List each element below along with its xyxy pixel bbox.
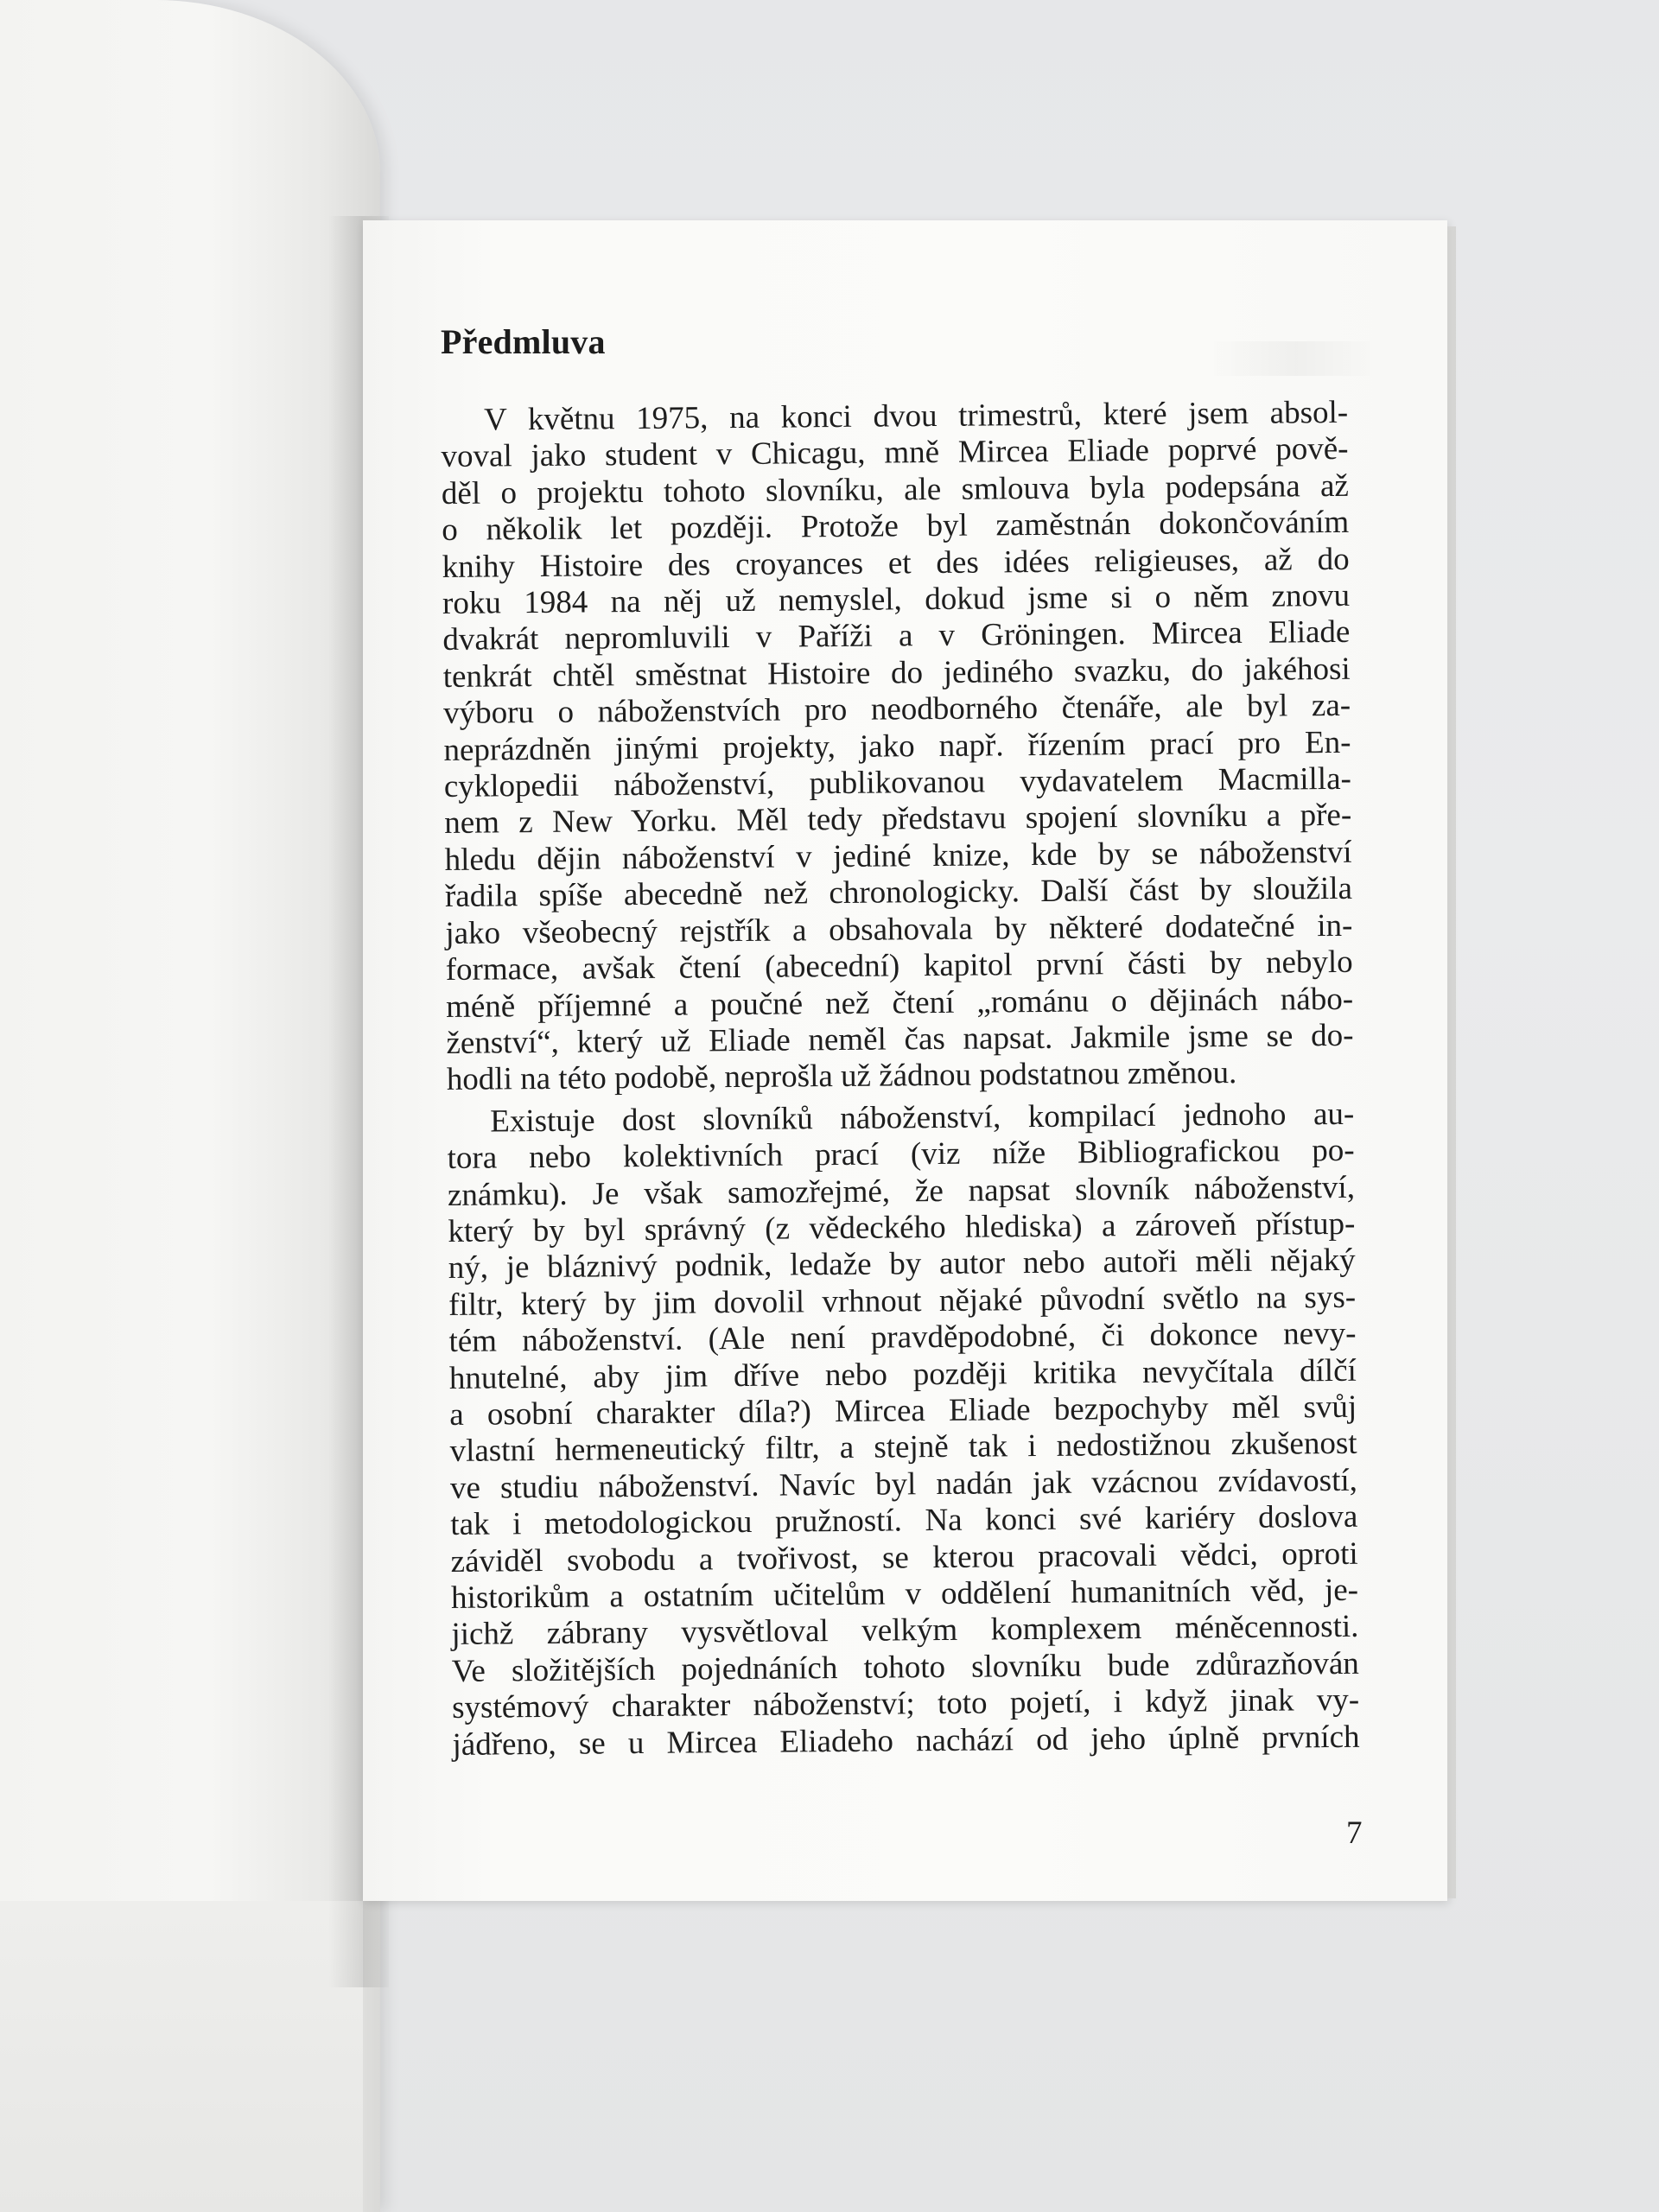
text-line: a osobní charakter díla?) Mircea Eliade bezpochyby měl svůj	[449, 1389, 1357, 1433]
text-line: který by byl správný (z vědeckého hlediska) a zároveň přístup-	[448, 1205, 1356, 1249]
text-line: voval jako student v Chicagu, mně Mircea Eliade poprvé pově-	[441, 431, 1349, 475]
text-line: dvakrát nepromluvili v Paříži a v Gröningen. Mircea Eliade	[442, 614, 1351, 658]
text-line: jako všeobecný rejstřík a obsahovala by některé dodatečné in-	[445, 907, 1353, 951]
text-line: méně příjemné a poučné než čtení „románu o dějinách nábo-	[445, 981, 1354, 1025]
text-line: ný, je bláznivý podnik, ledaže by autor nebo autoři měli nějaký	[448, 1243, 1356, 1287]
left-page-lower	[0, 1901, 363, 2212]
text-line: výboru o náboženstvích pro neodborného čtenáře, ale byl za-	[442, 688, 1351, 732]
page-number: 7	[1346, 1815, 1363, 1851]
text-line: knihy Histoire des croyances et des idées religieuses, až do	[442, 541, 1350, 585]
text-line: hodli na této podobě, neprošla už žádnou podstatnou změnou.	[446, 1055, 1237, 1098]
text-line: hnutelné, aby jim dříve nebo později kritika nevyčítala dílčí	[448, 1352, 1357, 1396]
text-line: formace, avšak čtení (abecední) kapitol první části by nebylo	[445, 944, 1353, 988]
text-line: V květnu 1975, na konci dvou trimestrů, které jsem absol-	[483, 394, 1349, 438]
text-line: jichž zábrany vysvětloval velkým komplexem méněcennosti.	[451, 1609, 1359, 1653]
text-line: tenkrát chtěl směstnat Histoire do jediného svazku, do jakéhosi	[442, 651, 1351, 695]
text-line: vlastní hermeneutický filtr, a stejně tak i nedostižnou zkušenost	[449, 1426, 1357, 1470]
text-line: ve studiu náboženství. Navíc byl nadán jak vzácnou zvídavostí,	[449, 1462, 1358, 1506]
body-text	[441, 395, 1360, 1764]
page-edge	[1447, 226, 1456, 1898]
text-line: řadila spíše abecedně než chronologicky. Další část by sloužila	[444, 871, 1353, 915]
text-line: nem z New Yorku. Měl tedy představu spojení slovníku a pře-	[444, 798, 1352, 842]
left-page	[0, 0, 380, 2212]
text-line: roku 1984 na něj už nemyslel, dokud jsme si o něm znovu	[442, 577, 1351, 622]
text-line: cyklopedii náboženství, publikovanou vydavatelem Macmilla-	[443, 760, 1352, 805]
text-line: neprázdněn jinými projekty, jako např. řízením prací pro En-	[443, 724, 1351, 768]
text-line: historikům a ostatním učitelům v oddělení humanitních věd, je-	[450, 1572, 1359, 1616]
text-line: tak i metodologickou pružností. Na konci své kariéry doslova	[450, 1498, 1358, 1543]
text-line: ženství“, který už Eliade neměl čas napsat. Jakmile jsme se do-	[446, 1017, 1354, 1061]
text-line: filtr, který by jim dovolil vrhnout nějaké původní světlo na sys-	[448, 1279, 1357, 1323]
text-line: Existuje dost slovníků náboženství, kompilací jednoho au-	[490, 1096, 1355, 1140]
text-line: tém náboženství. (Ale není pravděpodobné, či dokonce nevy-	[448, 1315, 1357, 1360]
text-line: Ve složitějších pojednáních tohoto slovníku bude zdůrazňován	[451, 1645, 1359, 1689]
show-through	[1210, 341, 1382, 376]
text-line: tora nebo kolektivních prací (viz níže Bibliografickou po-	[447, 1132, 1355, 1177]
text-line: hledu dějin náboženství v jediné knize, kde by se náboženství	[444, 834, 1352, 878]
text-line: systémový charakter náboženství; toto pojetí, i když jinak vy-	[452, 1681, 1360, 1726]
text-line: záviděl svobodu a tvořivost, se kterou pracovali vědci, oproti	[450, 1535, 1358, 1580]
text-line: o několik let později. Protože byl zaměstnán dokončováním	[442, 505, 1350, 549]
text-line: známku). Je však samozřejmé, že napsat slovník náboženství,	[447, 1169, 1356, 1213]
text-line: děl o projektu tohoto slovníku, ale smlouva byla podepsána až	[441, 467, 1350, 512]
chapter-heading: Předmluva	[441, 322, 606, 361]
text-line: jádřeno, se u Mircea Eliadeho nachází od jeho úplně prvních	[452, 1719, 1360, 1763]
